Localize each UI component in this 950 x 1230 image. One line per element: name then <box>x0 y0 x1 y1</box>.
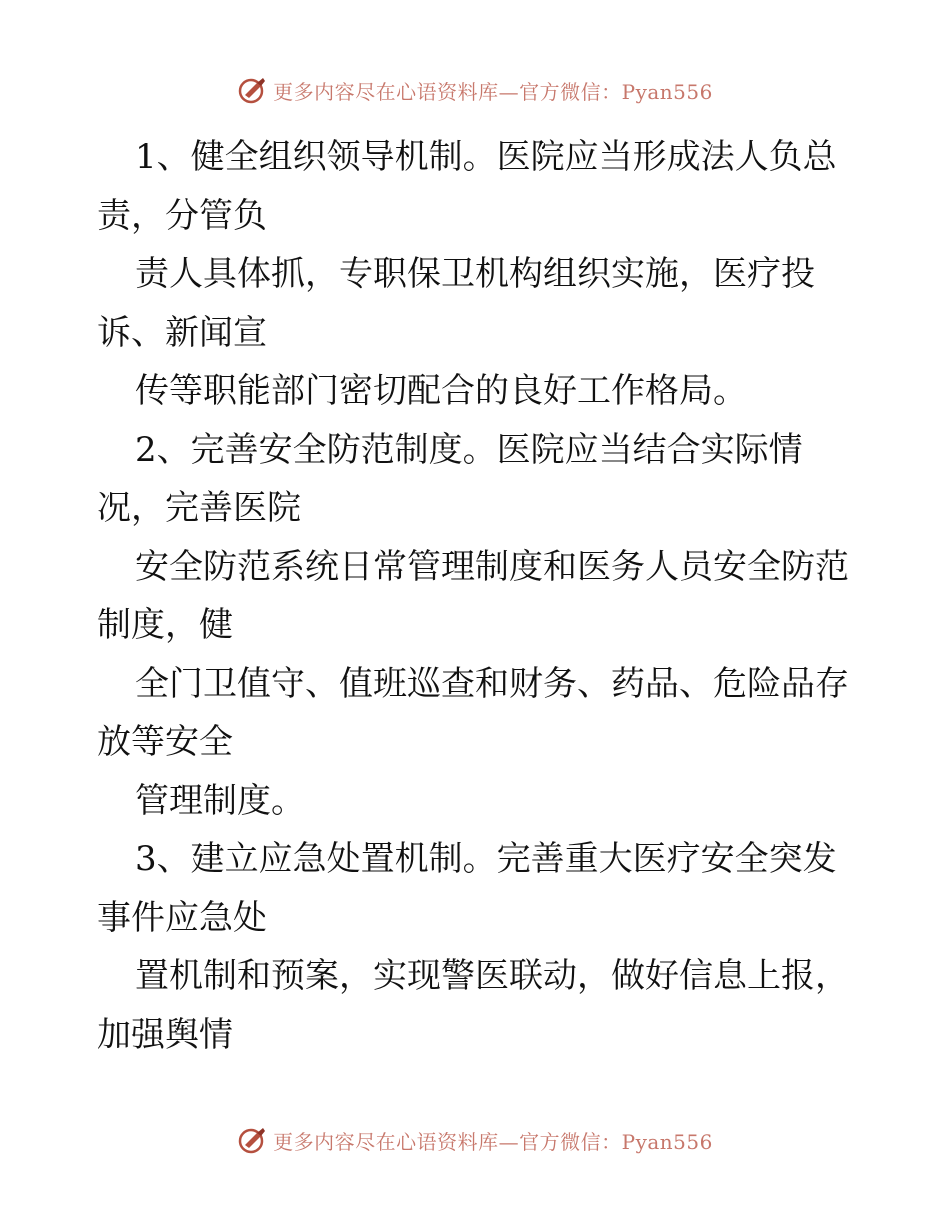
text-line: 责，分管负 <box>97 195 267 236</box>
footer-banner <box>0 1120 950 1160</box>
text-line: 诉、新闻宣 <box>97 312 267 353</box>
text-line: 加强舆情 <box>97 1014 233 1055</box>
header-banner <box>0 70 950 110</box>
text-line: 1、健全组织领导机制。医院应当形成法人负总 <box>135 137 837 177</box>
body-text <box>97 128 857 1064</box>
text-line: 传等职能部门密切配合的良好工作格局。 <box>135 371 747 411</box>
pen-circle-icon <box>237 1125 267 1155</box>
text-line: 全门卫值守、值班巡查和财务、药品、危险品存 <box>135 663 849 704</box>
text-line: 放等安全 <box>97 722 233 762</box>
pen-circle-icon <box>237 75 267 105</box>
text-line: 责人具体抓，专职保卫机构组织实施，医疗投 <box>135 254 815 294</box>
text-line: 况，完善医院 <box>97 488 301 528</box>
text-line: 置机制和预案，实现警医联动，做好信息上报， <box>135 956 849 996</box>
text-line: 制度，健 <box>97 605 233 645</box>
header-text: 更多内容尽在心语资料库—官方微信：Pyan556 <box>273 79 713 104</box>
text-line: 3、建立应急处置机制。完善重大医疗安全突发 <box>135 839 837 879</box>
text-line: 安全防范系统日常管理制度和医务人员安全防范 <box>135 546 849 587</box>
text-line: 事件应急处 <box>97 897 267 938</box>
text-line: 管理制度。 <box>135 780 305 821</box>
footer-text: 更多内容尽在心语资料库—官方微信：Pyan556 <box>273 1129 713 1154</box>
text-line: 2、完善安全防范制度。医院应当结合实际情 <box>135 429 803 470</box>
